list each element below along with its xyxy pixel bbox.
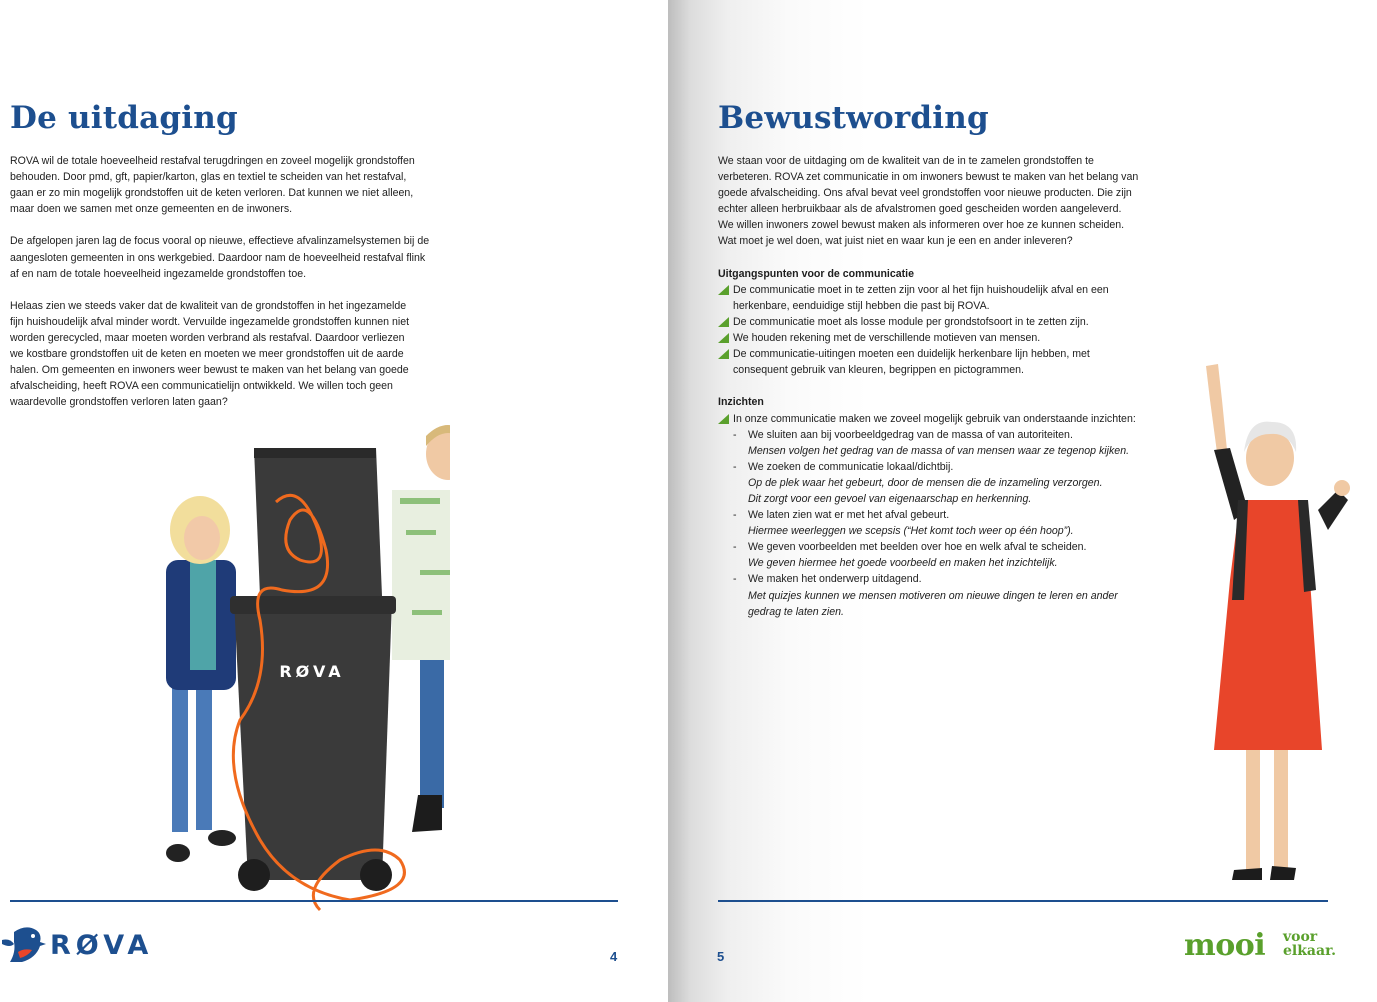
section-heading: Uitgangspunten voor de communicatie — [718, 267, 915, 280]
intro-paragraph: We staan voor de uitdaging om de kwaliteit van de in te zamelen grondstoffen te verbeteren. ROVA zet communicatie in om inwoners bewust te maken van het belang van goede afvalscheiding. Ons afval bevat veel grondstoffen voor nieuwe producten. Die zijn echter alleen herbruikbaar als de afvalstromen goed gescheiden worden aangeleverd. We willen inwoners zowel bewust maken als informeren over hoe ze kunnen scheiden. Wat moet je wel doen, wat juist niet en waar kun je een en ander inleveren? — [718, 155, 1139, 248]
list-item: De communicatie moet als losse module per grondstofsoort in te zetten zijn. — [718, 314, 1178, 330]
list-item: In onze communicatie maken we zoveel mogelijk gebruik van onderstaande inzichten: — [718, 411, 1178, 427]
left-page — [0, 0, 668, 1002]
body-text — [718, 153, 1178, 620]
insights-sub-list — [733, 427, 1178, 620]
paragraph: Helaas zien we steeds vaker dat de kwaliteit van de grondstoffen in het ingezamelde fijn huishoudelijk afval minder wordt. Vervuilde ingezamelde grondstoffen kunnen niet worden gerecycled, maar moeten worden verbrand als restafval. Daardoor verliezen we kostbare grondstoffen uit de keten en moeten we meer grondstoffen uit de aarde halen. Om gemeenten en inwoners weer bewust te maken van het belang van goede afvalscheiding, heeft ROVA een communicatielijn ontwikkeld. We willen toch geen waardevolle grondstoffen verloren laten gaan? — [10, 299, 410, 409]
page-number: 5 — [717, 949, 725, 964]
divider-line — [718, 900, 1328, 902]
triangle-bullet-icon — [718, 317, 729, 327]
list-item: - We maken het onderwerp uitdagend. Met quizjes kunnen we mensen motiveren om nieuwe dingen te leren en ander gedrag te laten zien. — [733, 573, 1118, 618]
paragraph: ROVA wil de totale hoeveelheid restafval terugdringen en zoveel mogelijk grondstoffen behouden. Door pmd, gft, papier/karton, glas en textiel te scheiden van het restafval, gaan er zo min mogelijk grondstoffen uit de keten verloren. Dat kunnen we niet alleen, maar doen we samen met onze gemeenten en de inwoners. — [10, 155, 415, 216]
bin-family-photo — [150, 420, 450, 920]
paragraph: De afgelopen jaren lag de focus vooral op nieuwe, effectieve afvalinzamelsystemen bij de aangesloten gemeenten in ons werkgebied. Daardoor nam de hoeveelheid restafval flink af en nam de totale hoeveelheid ingezamelde grondstoffen toe. — [10, 235, 430, 280]
list-item: De communicatie-uitingen moeten een duidelijk herkenbare lijn hebben, met consequent gebruik van kleuren, begrippen en pictogrammen. — [718, 346, 1178, 378]
triangle-bullet-icon — [718, 333, 729, 343]
page-number: 4 — [610, 949, 618, 964]
triangle-bullet-icon — [718, 349, 729, 359]
logo-small-text: voor elkaar. — [1283, 929, 1337, 959]
woman-red-dress-photo — [1188, 360, 1368, 900]
list-item: - We geven voorbeelden met beelden over hoe en welk afval te scheiden. We geven hiermee het goede voorbeeld en maken het inzichtelijk. — [733, 541, 1087, 570]
right-page — [668, 0, 1377, 1002]
page-title: Bewustwording — [718, 100, 989, 136]
list-item: We houden rekening met de verschillende motieven van mensen. — [718, 330, 1178, 346]
body-text — [10, 153, 470, 427]
rova-logo — [0, 922, 170, 968]
triangle-bullet-icon — [718, 414, 729, 424]
list-item: De communicatie moet in te zetten zijn voor al het fijn huishoudelijk afval en een herkenbare, eenduidige stijl hebben die past bij ROVA. — [718, 282, 1178, 314]
insights-list — [718, 411, 1178, 427]
rova-logo-text: RØVA — [50, 930, 154, 961]
mooi-voor-elkaar-logo — [1184, 928, 1354, 968]
principles-list — [718, 282, 1178, 379]
bin-label: RØVA — [279, 662, 345, 681]
page-title: De uitdaging — [10, 100, 238, 136]
bird-icon — [0, 922, 48, 968]
list-item: - We zoeken de communicatie lokaal/dichtbij. Op de plek waar het gebeurt, door de mensen die de inzameling verzorgen. Dit zorgt voor een gevoel van eigenaarschap en herkenning. — [733, 460, 1103, 505]
list-item: - We laten zien wat er met het afval gebeurt. Hiermee weerleggen we scepsis (“Het komt toch weer op één hoop”). — [733, 509, 1074, 538]
divider-line — [10, 900, 618, 902]
triangle-bullet-icon — [718, 285, 729, 295]
logo-big-text: mooi — [1184, 928, 1266, 963]
list-item: - We sluiten aan bij voorbeeldgedrag van de massa of van autoriteiten. Mensen volgen het gedrag van de massa of van mensen waar ze tegenop kijken. — [733, 428, 1130, 457]
section-heading: Inzichten — [718, 396, 764, 409]
